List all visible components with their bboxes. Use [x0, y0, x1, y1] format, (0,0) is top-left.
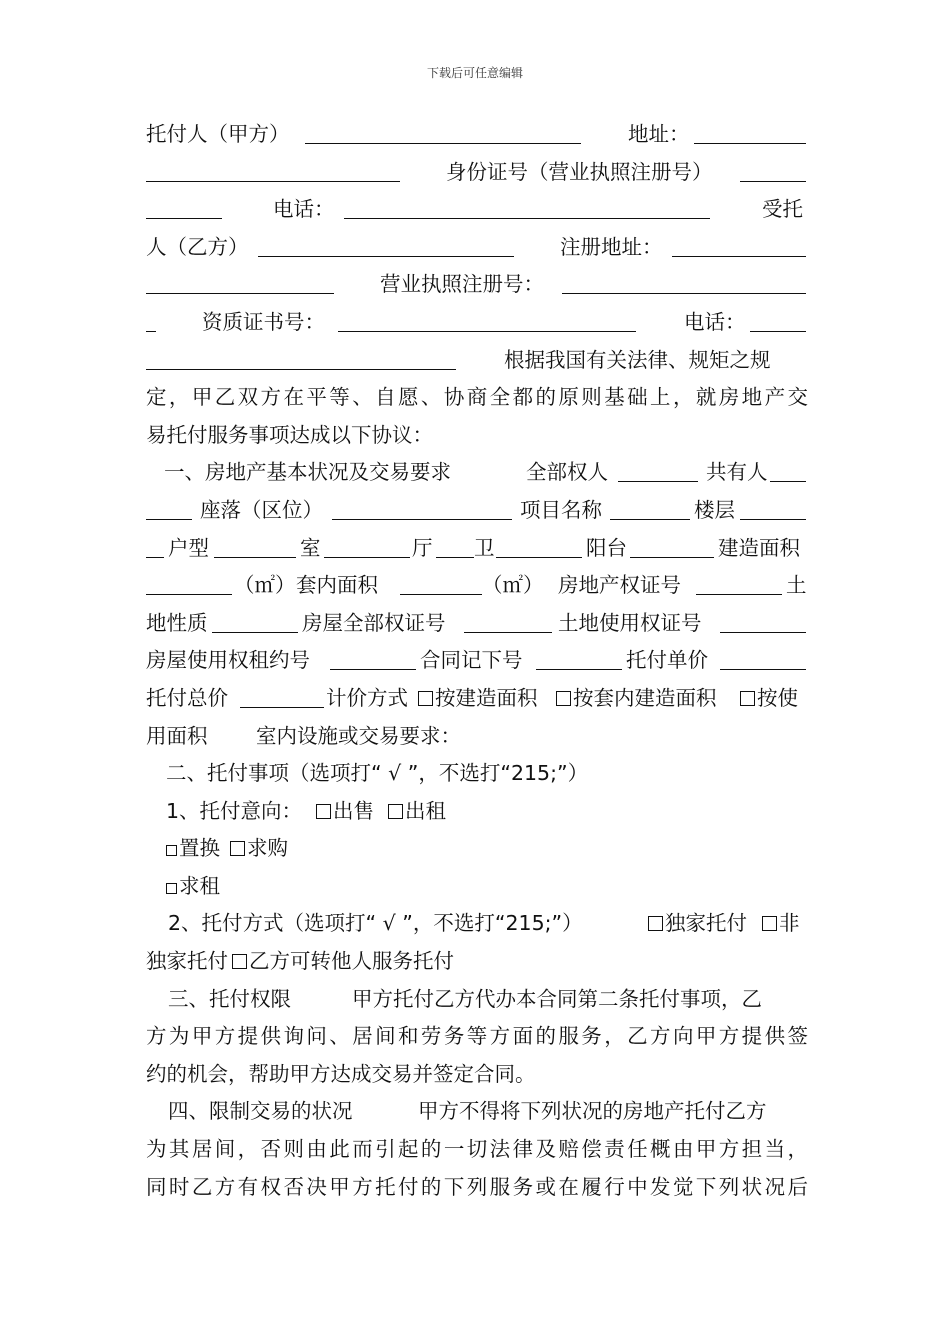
opt-lease[interactable]: [164, 868, 220, 906]
party-b-reg-address-blank[interactable]: [672, 229, 806, 257]
opt-rent[interactable]: [386, 793, 446, 831]
checkbox-icon[interactable]: [316, 804, 331, 819]
opt-exclusive[interactable]: [646, 905, 747, 943]
opt-lease-label: 求租: [179, 873, 220, 898]
build-area-label: 建造面积: [718, 535, 800, 560]
location-blank[interactable]: [332, 492, 512, 520]
party-b-qualification-label: 资质证书号：: [202, 309, 325, 334]
checkbox-icon[interactable]: [388, 804, 403, 819]
section1-title: 一、房地产基本状况及交易要求: [164, 460, 451, 485]
property-cert-label: 房地产权证号: [558, 573, 681, 598]
section2-title: 二、托付事项（选项打“ √ ”，不选打“215;”）: [166, 761, 589, 786]
section4-title: 四、限制交易的状况: [168, 1099, 353, 1124]
party-b-reg-address-blank-2[interactable]: [146, 266, 334, 294]
checkbox-icon[interactable]: [232, 954, 247, 969]
checkbox-icon[interactable]: [648, 916, 663, 931]
opt-build-area[interactable]: [416, 680, 538, 718]
room-blank[interactable]: [324, 530, 410, 558]
party-a-address-blank-2[interactable]: [146, 154, 400, 182]
party-b-phone-blank[interactable]: [750, 304, 806, 332]
inner-area-unit: （㎡）: [482, 573, 544, 598]
party-b-license-blank[interactable]: [562, 266, 806, 294]
opt-swap[interactable]: [164, 830, 220, 868]
party-b-reg-address-label: 注册地址：: [560, 234, 663, 259]
opt-rent-label: 出租: [405, 798, 446, 823]
project-blank[interactable]: [610, 492, 690, 520]
opt-inner-area[interactable]: [554, 680, 717, 718]
opt-non-exclusive[interactable]: [760, 905, 800, 943]
build-area-blank[interactable]: [146, 567, 232, 595]
land-cert-label: 土地使用权证号: [558, 610, 702, 635]
land-cert-blank[interactable]: [720, 605, 806, 633]
party-b-line-1: [146, 229, 808, 267]
party-a-id-label: 身份证号（营业执照注册号）: [446, 159, 713, 184]
party-a-address-label: 地址：: [628, 122, 690, 146]
mode-label: 2、托付方式（选项打“ √ ”，不选打“215;”）: [168, 911, 583, 936]
layout-blank[interactable]: [214, 530, 296, 558]
land-label-start: 土: [786, 573, 807, 598]
section4-text-1: 甲方不得将下列状况的房地产托付乙方: [418, 1099, 767, 1124]
house-cert-label: 房屋全部权证号: [302, 610, 446, 635]
checkbox-icon[interactable]: [166, 883, 177, 894]
pricing-label: 计价方式: [326, 685, 408, 710]
layout-label: 户型: [168, 535, 209, 560]
party-a-line-3: [146, 191, 808, 229]
inner-area-label: 套内面积: [296, 573, 378, 598]
party-b-name-blank[interactable]: [258, 229, 514, 257]
section1-line-7: [146, 680, 808, 718]
party-a-phone-blank[interactable]: [344, 191, 710, 219]
opt-inner-area-label: 按套内建造面积: [573, 685, 717, 710]
inner-area-blank[interactable]: [400, 567, 482, 595]
opt-non-exclusive-label-2: 独家托付: [146, 949, 228, 974]
section2-intent-line: [146, 793, 808, 831]
section2-intent-line-2: [146, 830, 808, 868]
party-b-line-3: [146, 304, 808, 342]
section2-intent-line-3: [146, 868, 808, 906]
preamble-line-1: [146, 342, 808, 380]
contract-body: [146, 116, 808, 1206]
section1-line-2: [146, 492, 808, 530]
opt-transfer[interactable]: [230, 943, 454, 981]
opt-non-exclusive-label: 非: [779, 911, 800, 936]
section3-text-1: 甲方托付乙方代办本合同第二条托付事项，乙: [352, 986, 762, 1011]
party-a-address-blank[interactable]: [694, 116, 806, 144]
floor-blank[interactable]: [740, 492, 806, 520]
lease-no-blank[interactable]: [330, 642, 416, 670]
house-cert-blank[interactable]: [464, 605, 552, 633]
checkbox-icon[interactable]: [556, 691, 571, 706]
section2-mode-line-2: [146, 943, 808, 981]
hall-label: 厅: [412, 535, 433, 560]
section1-line-3: [146, 530, 808, 568]
section4-line-3: 同时乙方有权否决甲方托付的下列服务或在履行中发觉下列状况后: [146, 1174, 808, 1199]
bath-label: 卫: [474, 535, 495, 560]
party-b-license-blank-2[interactable]: [146, 304, 156, 332]
section3-title: 三、托付权限: [168, 986, 291, 1011]
opt-use-area-label-2: 用面积: [146, 723, 208, 748]
checkbox-icon[interactable]: [762, 916, 777, 931]
section3-line-2: 方为甲方提供询问、居间和劳务等方面的服务，乙方向甲方提供签: [146, 1024, 808, 1049]
party-b-phone-label: 电话：: [684, 309, 746, 334]
opt-build-area-label: 按建造面积: [435, 685, 538, 710]
preamble-text-1: 根据我国有关法律、规矩之规: [504, 347, 771, 372]
project-label: 项目名称: [520, 497, 602, 522]
unit-price-label: 托付单价: [626, 648, 708, 673]
room-label: 室: [300, 535, 321, 560]
header-note: 下载后可任意编辑: [426, 66, 523, 80]
opt-swap-label: 置换: [179, 836, 220, 861]
party-a-label: 托付人（甲方）: [146, 122, 290, 146]
bath-blank[interactable]: [496, 530, 582, 558]
party-a-line-1: [146, 116, 808, 154]
balcony-label: 阳台: [586, 535, 627, 560]
floor-label: 楼层: [694, 497, 735, 522]
party-b-line-2: [146, 266, 808, 304]
opt-sell-label: 出售: [333, 798, 374, 823]
opt-buy-label: 求购: [247, 836, 288, 861]
lease-no-label: 房屋使用权租约号: [146, 648, 310, 673]
owner-label: 全部权人: [526, 460, 608, 485]
party-a-name-blank[interactable]: [305, 116, 581, 144]
opt-buy[interactable]: [228, 830, 288, 868]
party-b-qualification-blank[interactable]: [338, 304, 636, 332]
contract-no-blank[interactable]: [536, 642, 622, 670]
party-a-phone-label: 电话：: [273, 197, 335, 222]
hall-blank[interactable]: [436, 530, 474, 558]
location-label: 座落（区位）: [200, 497, 323, 522]
section4-line-1: [146, 1093, 808, 1131]
party-a-id-blank-2[interactable]: [146, 191, 222, 219]
floor-blank-2[interactable]: [146, 530, 164, 558]
co-owner-blank-2[interactable]: [146, 492, 192, 520]
section3-line-3: 约的机会，帮助甲方达成交易并签定合同。: [146, 1061, 536, 1086]
total-price-label: 托付总价: [146, 685, 228, 710]
land-nature-blank[interactable]: [212, 605, 298, 633]
section4-line-2: 为其居间，否则由此而引起的一切法律及赔偿责任概由甲方担当，: [146, 1137, 808, 1162]
opt-transfer-label: 乙方可转他人服务托付: [249, 949, 454, 974]
co-owner-blank[interactable]: [770, 454, 806, 482]
checkbox-icon[interactable]: [230, 841, 245, 856]
land-nature-label: 地性质: [146, 610, 208, 635]
section1-line-8: [146, 718, 808, 756]
checkbox-icon[interactable]: [166, 845, 177, 856]
intent-label: 1、托付意向：: [166, 798, 303, 823]
facilities-label: 室内设施或交易要求：: [256, 723, 461, 748]
opt-use-area-label: 按使: [757, 685, 798, 710]
total-price-blank[interactable]: [240, 680, 324, 708]
checkbox-icon[interactable]: [418, 691, 433, 706]
party-a-line-2: [146, 154, 808, 192]
owner-blank[interactable]: [618, 454, 698, 482]
party-b-label: 人（乙方）: [146, 234, 249, 259]
opt-exclusive-label: 独家托付: [665, 911, 747, 936]
party-b-label-start: 受托: [762, 197, 803, 222]
section1-line-4: [146, 567, 808, 605]
balcony-blank[interactable]: [630, 530, 714, 558]
party-b-phone-blank-2[interactable]: [146, 342, 456, 370]
property-cert-blank[interactable]: [696, 567, 782, 595]
party-b-license-label: 营业执照注册号：: [380, 272, 544, 297]
contract-no-label: 合同记下号: [420, 648, 523, 673]
preamble-line-2: 定，甲乙双方在平等、自愿、协商全都的原则基础上，就房地产交: [146, 385, 808, 410]
opt-sell[interactable]: [314, 793, 374, 831]
checkbox-icon[interactable]: [740, 691, 755, 706]
co-owner-label: 共有人: [706, 460, 768, 485]
opt-use-area[interactable]: [738, 680, 798, 718]
section2-mode-line: [146, 905, 808, 943]
section1-line-6: [146, 642, 808, 680]
section1-line-5: [146, 605, 808, 643]
build-area-unit: （㎡）: [234, 573, 296, 598]
preamble-line-3: 易托付服务事项达成以下协议：: [146, 422, 433, 447]
section3-line-1: [146, 981, 808, 1019]
section1-line-1: [146, 454, 808, 492]
unit-price-blank[interactable]: [720, 642, 806, 670]
party-a-id-blank[interactable]: [740, 154, 806, 182]
